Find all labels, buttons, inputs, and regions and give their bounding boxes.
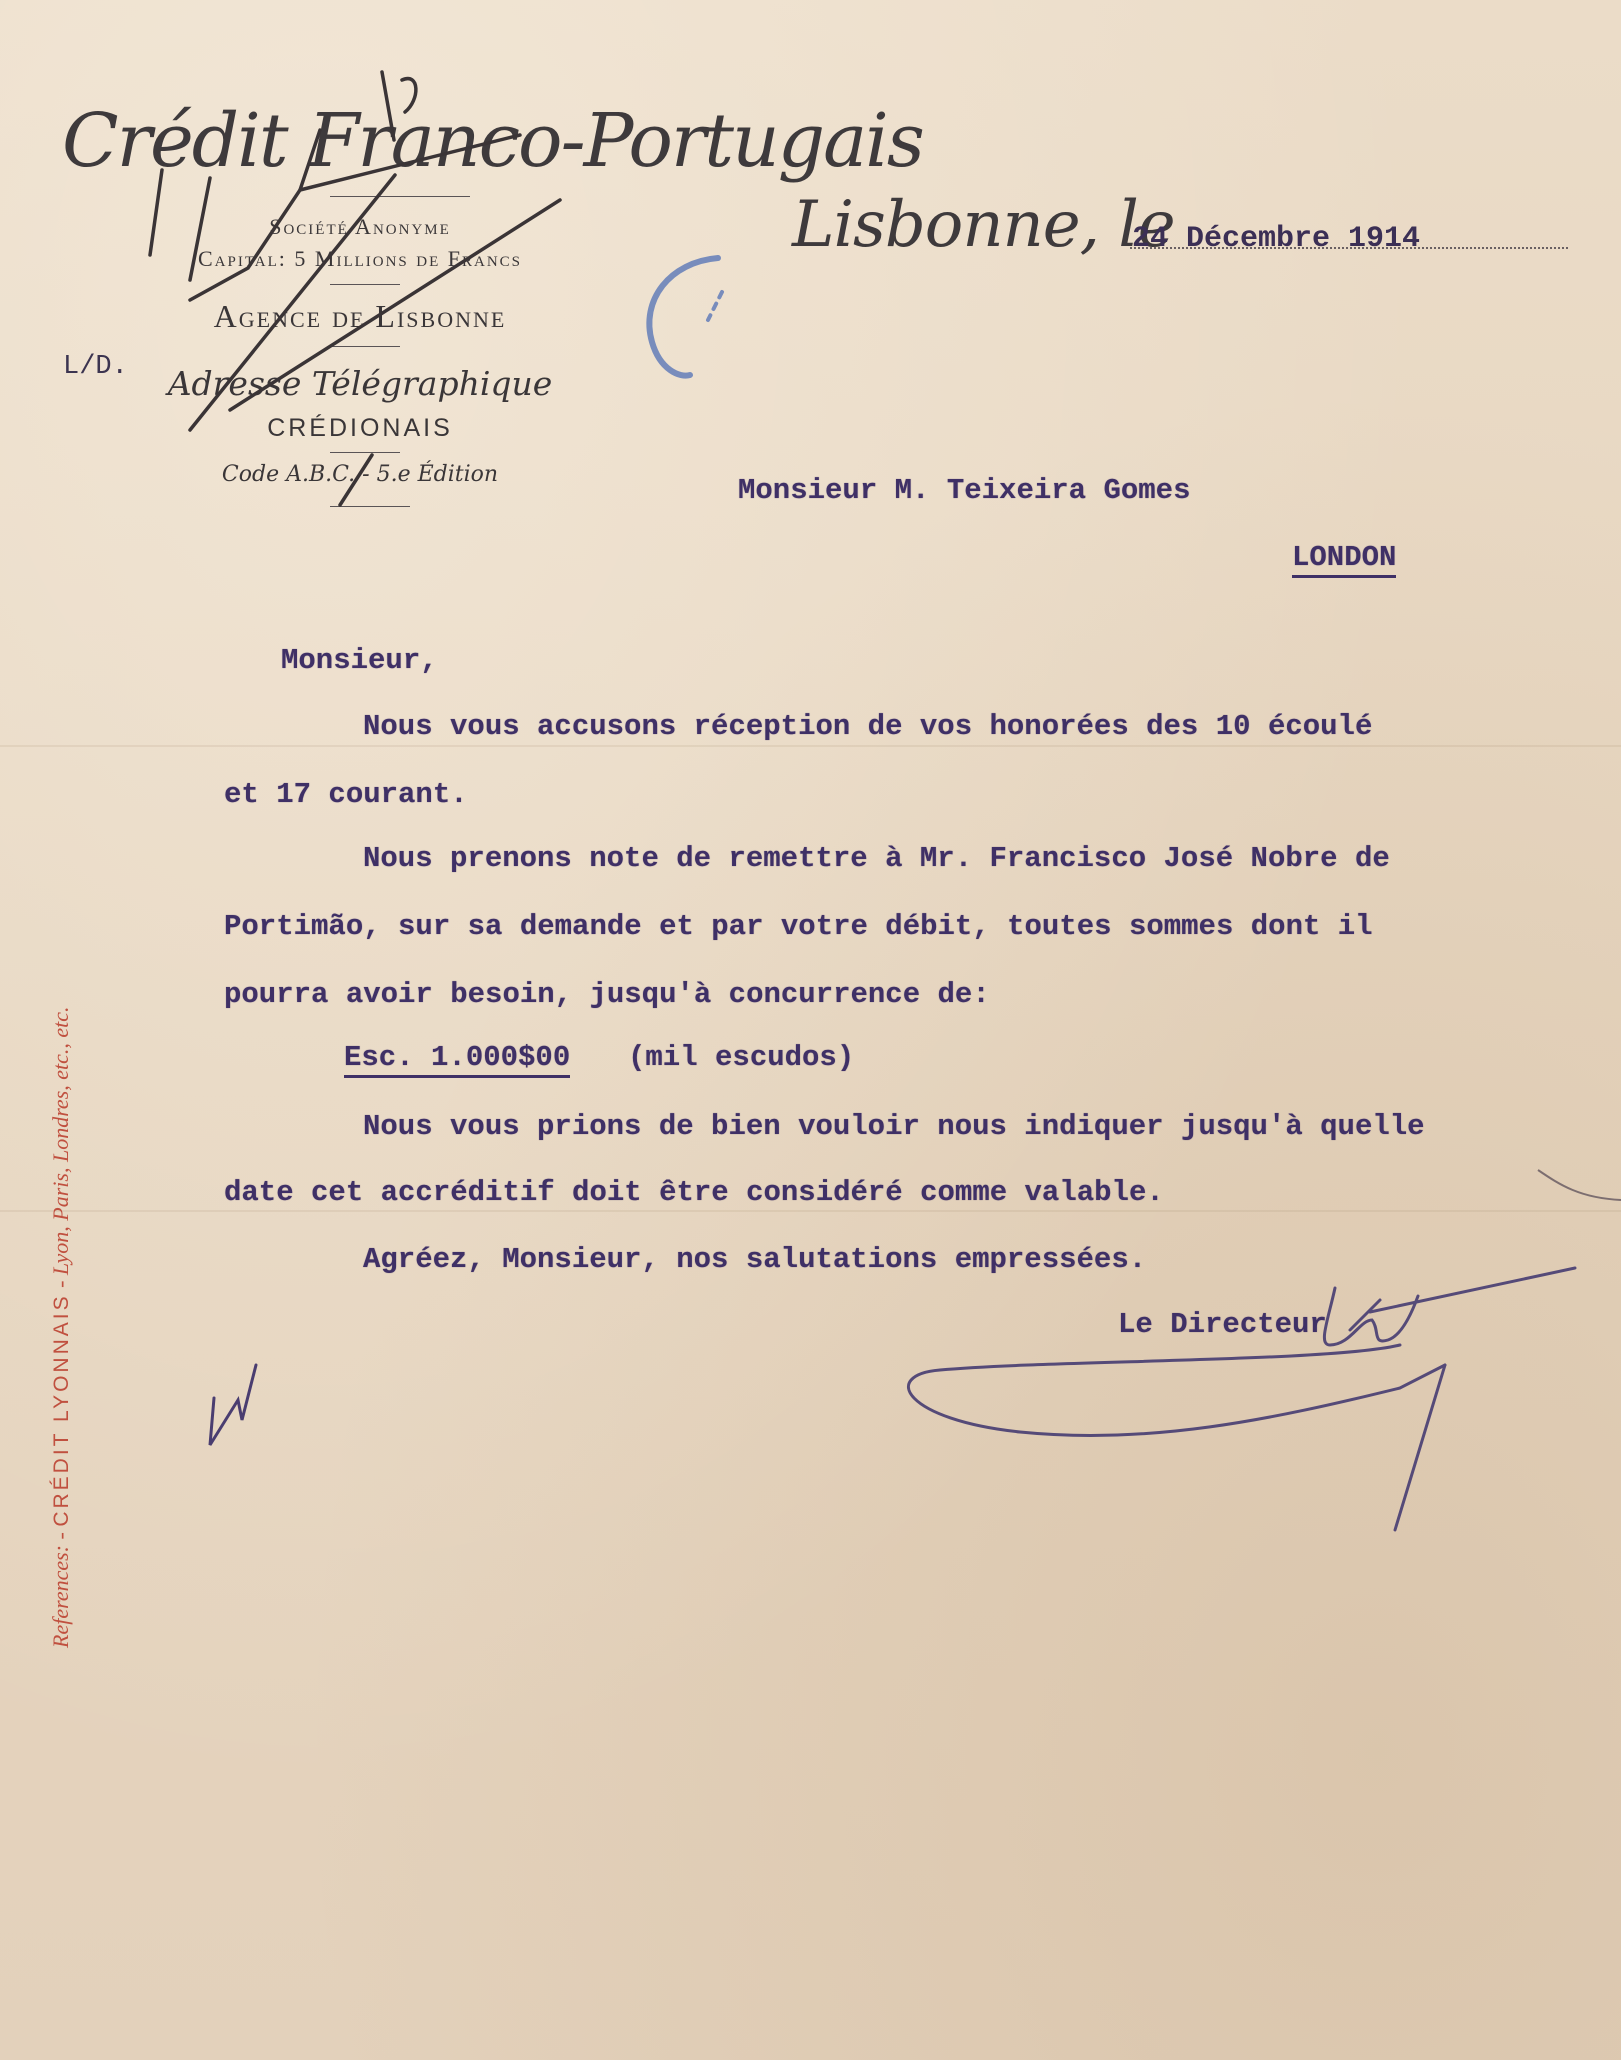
recipient-city: LONDON	[1292, 541, 1396, 578]
paper-edge-mark	[1538, 1170, 1621, 1200]
margin-tick	[210, 1365, 256, 1445]
stamp-mark	[649, 258, 722, 376]
letterhead-legal-form: Société Anonyme	[269, 214, 451, 239]
body-line: Nous prenons note de remettre à Mr. Francisco José Nobre de	[363, 842, 1390, 875]
body-line: date cet accréditif doit être considéré comme valable.	[224, 1176, 1164, 1209]
amount-words: (mil escudos)	[628, 1041, 855, 1074]
body-line: et 17 courant.	[224, 778, 468, 811]
letterhead-company: Crédit Franco-Portugais	[62, 98, 923, 184]
side-reference-prefix: References: -	[48, 1532, 73, 1648]
body-line: Nous vous accusons réception de vos honorées des 10 écoulé	[363, 710, 1373, 743]
body-line: Nous vous prions de bien vouloir nous indiquer jusqu'à quelle	[363, 1110, 1425, 1143]
body-line: pourra avoir besoin, jusqu'à concurrence de:	[224, 978, 990, 1011]
signatory-title: Le Directeur	[1118, 1308, 1327, 1341]
letterhead-telegraph-label: Adresse Télégraphique	[167, 364, 553, 403]
letterhead-code: Code A.B.C. - 5.e Édition	[221, 462, 499, 487]
recipient-name: Monsieur M. Teixeira Gomes	[738, 474, 1191, 507]
letterhead-branch: Agence de Lisbonne	[213, 298, 507, 334]
signature	[908, 1268, 1575, 1530]
body-line: Portimão, sur sa demande et par votre débit, toutes sommes dont il	[224, 910, 1373, 943]
side-reference-cities: - Lyon, Paris, Londres, etc., etc.	[48, 1006, 73, 1288]
letterhead-telegraph-address: CRÉDIONAIS	[267, 414, 453, 442]
reference-code: L/D.	[63, 352, 128, 382]
letter-date: 24 Décembre 1914	[1132, 222, 1421, 256]
body-line: Agréez, Monsieur, nos salutations empressées.	[363, 1243, 1147, 1276]
place-line: Lisbonne, le	[792, 188, 1175, 262]
handwritten-annotation	[150, 72, 560, 505]
letterhead-capital: Capital: 5 Millions de Francs	[197, 246, 523, 271]
side-reference-bank: CRÉDIT LYONNAIS	[50, 1293, 73, 1527]
amount-figure: Esc. 1.000$00	[344, 1041, 570, 1078]
salutation: Monsieur,	[281, 644, 438, 677]
